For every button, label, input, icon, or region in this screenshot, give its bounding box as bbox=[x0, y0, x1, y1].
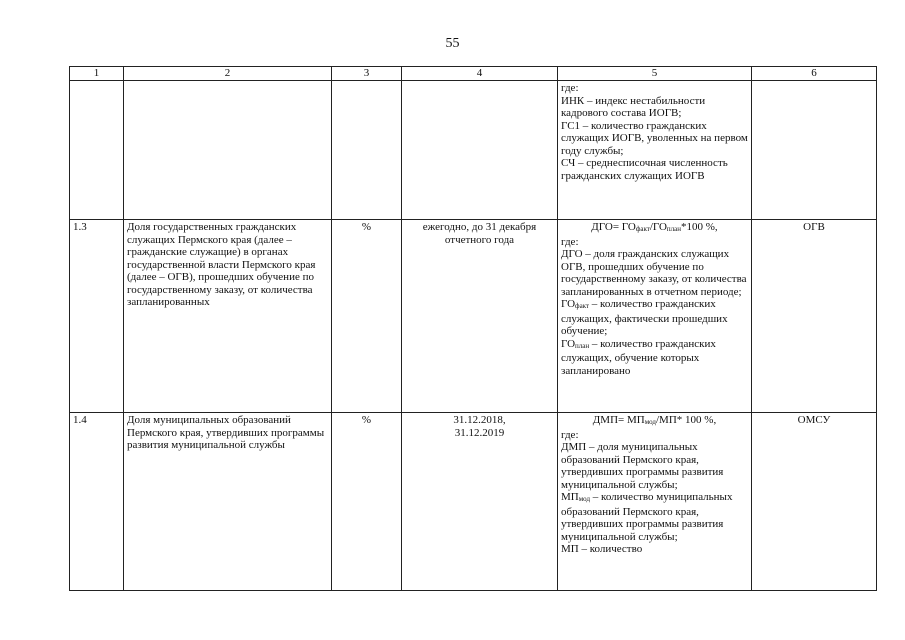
cell-empty bbox=[752, 81, 877, 220]
row-number: 1.4 bbox=[70, 413, 124, 591]
definition-subscript: мод bbox=[578, 495, 591, 503]
formula bbox=[561, 221, 748, 236]
unit-cell: % bbox=[332, 220, 402, 413]
header-cell-1: 1 bbox=[70, 67, 124, 81]
where-text: где: bbox=[561, 428, 579, 441]
formula-part: /МП* 100 %, bbox=[656, 414, 717, 426]
indicator-name: Доля государственных гражданских служащих Пермского края (далее – гражданские служащие) в органах государственной власти Пермского края (далее – ОГВ), прошедших обучение по государственному заказу, от количества запланированных bbox=[124, 220, 332, 413]
definition-dmp: ДМП – доля муниципальных образований Пермского края, утвердивших программы развития муниципальной службы; bbox=[561, 441, 724, 491]
formula-part: ДГО= ГО bbox=[591, 221, 636, 233]
header-cell-3: 3 bbox=[332, 67, 402, 81]
page-number: 55 bbox=[445, 36, 460, 51]
header-cell-5: 5 bbox=[558, 67, 752, 81]
cell-empty bbox=[124, 81, 332, 220]
formula-part: ДМП= МП bbox=[592, 414, 645, 426]
definition-subscript: факт bbox=[575, 302, 590, 310]
indicators-table bbox=[69, 66, 877, 591]
formula-subscript: факт bbox=[635, 225, 650, 233]
period-line: 31.12.2019 bbox=[454, 426, 505, 439]
table-row bbox=[70, 220, 877, 413]
formula bbox=[561, 414, 748, 429]
responsible-cell: ОМСУ bbox=[752, 413, 877, 591]
definition-text: – количество гражданских служащих, фактически прошедших обучение; bbox=[561, 298, 728, 337]
period-cell: ежегодно, до 31 декабря отчетного года bbox=[402, 220, 558, 413]
definition-gs1: ГС1 – количество гражданских служащих ИОГВ, уволенных на первом году службы; bbox=[561, 119, 748, 157]
formula-cell bbox=[558, 81, 752, 220]
unit-cell: % bbox=[332, 413, 402, 591]
formula-cell bbox=[558, 220, 752, 413]
period-cell bbox=[402, 413, 558, 591]
definition-mp-mod bbox=[561, 491, 748, 543]
table-row bbox=[70, 413, 877, 591]
definition-sch: СЧ – среднесписочная численность гражданских служащих ИОГВ bbox=[561, 157, 728, 182]
table-header-row bbox=[70, 67, 877, 81]
indicator-name: Доля муниципальных образований Пермского края, утвердивших программы развития муниципальной службы bbox=[124, 413, 332, 591]
cell-empty bbox=[332, 81, 402, 220]
responsible-cell: ОГВ bbox=[752, 220, 877, 413]
formula-subscript: план bbox=[666, 225, 682, 233]
definition-subscript: план bbox=[575, 341, 590, 350]
formula-cell bbox=[558, 413, 752, 591]
formula-subscript: мод bbox=[644, 418, 656, 426]
definition-go-fact bbox=[561, 298, 748, 338]
definition-ink: ИНК – индекс нестабильности кадрового состава ИОГВ; bbox=[561, 94, 706, 119]
definition-symbol: ГО bbox=[561, 337, 576, 350]
definition-text: – количество муниципальных образований Пермского края, утвердивших программы развития муниципальной службы; bbox=[561, 491, 733, 543]
definition-dgo: ДГО – доля гражданских служащих ОГВ, прошедших обучение по государственному заказу, от количества запланированных в отчетном периоде; bbox=[561, 248, 747, 298]
where-text: где: bbox=[561, 235, 579, 248]
header-cell-2: 2 bbox=[124, 67, 332, 81]
definition-symbol: ГО bbox=[561, 298, 576, 310]
where-text: где: bbox=[561, 82, 579, 94]
definition-text: – количество гражданских служащих, обучение которых запланировано bbox=[561, 337, 716, 377]
period-line: 31.12.2018, bbox=[453, 414, 506, 426]
formula-part: /ГО bbox=[649, 221, 667, 233]
definition-symbol: МП bbox=[561, 491, 579, 503]
cell-empty bbox=[70, 81, 124, 220]
header-cell-4: 4 bbox=[402, 67, 558, 81]
definition-go-plan bbox=[561, 338, 748, 378]
cell-empty bbox=[402, 81, 558, 220]
row-number: 1.3 bbox=[70, 220, 124, 413]
formula-part: *100 %, bbox=[681, 221, 718, 233]
table-row-continuation bbox=[70, 81, 877, 220]
definition-mp: МП – количество bbox=[561, 543, 643, 555]
header-cell-6: 6 bbox=[752, 67, 877, 81]
